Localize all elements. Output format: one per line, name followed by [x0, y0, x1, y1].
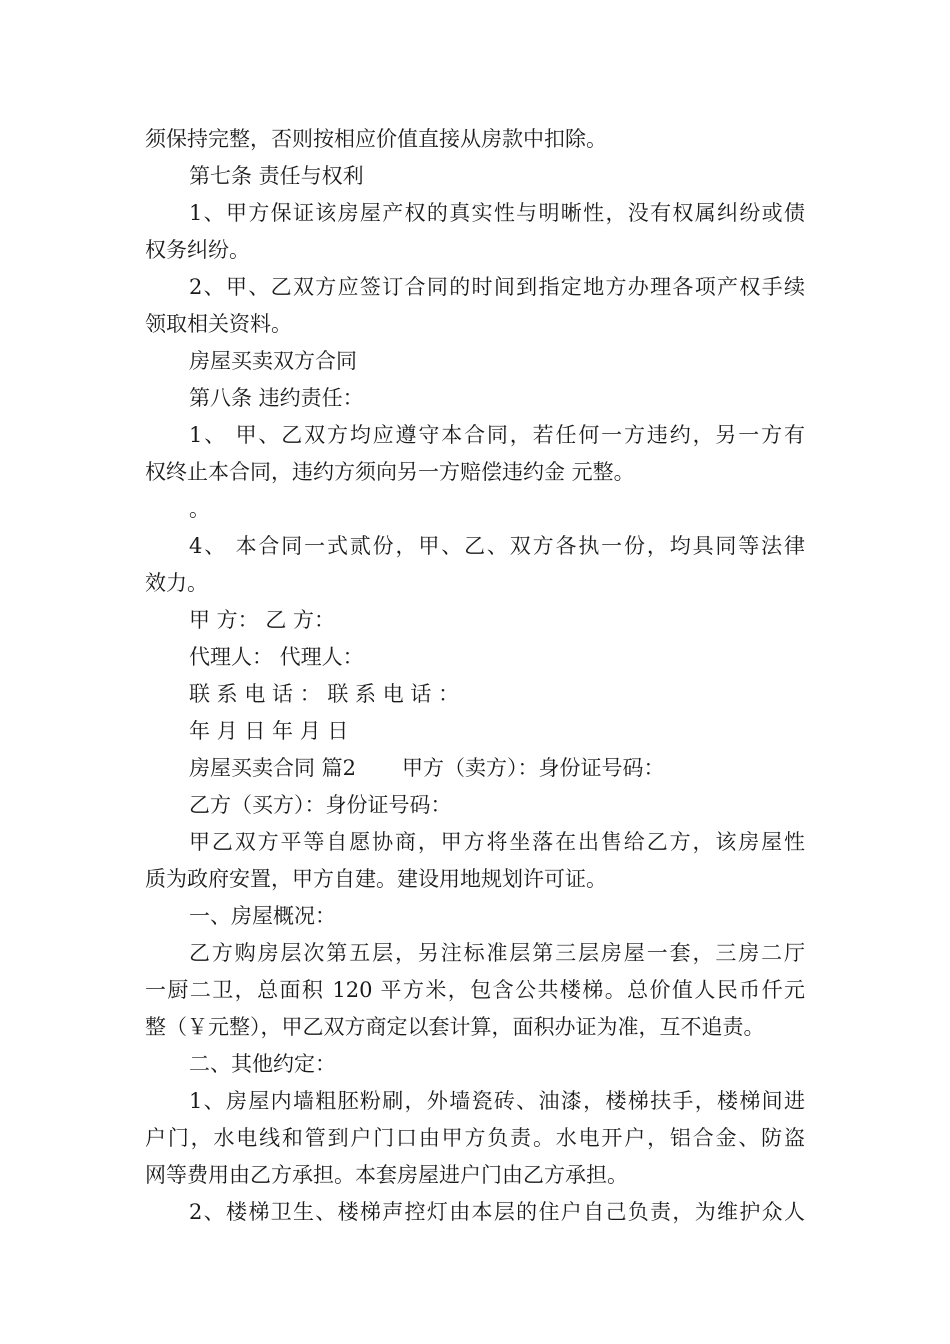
signature-phone-line: 联 系 电 话 ： 联 系 电 话 ：	[189, 682, 460, 706]
section-heading: 一、房屋概况：	[189, 904, 336, 928]
section-heading: 房屋买卖双方合同	[189, 349, 357, 373]
text-line: 1、 甲、乙双方均应遵守本合同，若任何一方违约，另一方有	[189, 423, 805, 447]
text-line: 须保持完整，否则按相应价值直接从房款中扣除。	[145, 127, 607, 151]
signature-agent-line: 代理人： 代理人：	[189, 645, 364, 669]
text-line: 。	[189, 497, 210, 521]
text-line: 效力。	[145, 571, 208, 595]
text-line: 整（￥元整），甲乙双方商定以套计算，面积办证为准，互不追责。	[145, 1015, 765, 1039]
buyer-id-line: 乙方（买方）：身份证号码：	[189, 793, 452, 817]
text-line: 1、甲方保证该房屋产权的真实性与明晰性，没有权属纠纷或债	[189, 201, 805, 225]
text-line: 一厨二卫，总面积 120 平方米，包含公共楼梯。总价值人民币仟元	[145, 978, 805, 1002]
document-body	[145, 121, 805, 1231]
text-line: 权务纠纷。	[145, 238, 250, 262]
section-heading: 第八条 违约责任：	[189, 386, 364, 410]
signature-date-line: 年 月 日 年 月 日	[189, 719, 349, 743]
text-line: 2、楼梯卫生、楼梯声控灯由本层的住户自己负责，为维护众人	[189, 1200, 805, 1224]
section-heading: 二、其他约定：	[189, 1052, 336, 1076]
text-line: 2、甲、乙双方应签订合同的时间到指定地方办理各项产权手续	[189, 275, 805, 299]
text-line: 乙方购房层次第五层，另注标准层第三层房屋一套，三房二厅	[189, 941, 805, 965]
signature-party-line: 甲 方： 乙 方：	[189, 608, 336, 632]
text-line: 权终止本合同，违约方须向另一方赔偿违约金 元整。	[145, 460, 635, 484]
text-line: 网等费用由乙方承担。本套房屋进户门由乙方承担。	[145, 1163, 628, 1187]
text-line: 质为政府安置，甲方自建。建设用地规划许可证。	[145, 867, 607, 891]
text-line: 1、房屋内墙粗胚粉刷，外墙瓷砖、油漆，楼梯扶手，楼梯间进	[189, 1089, 805, 1113]
text-line: 领取相关资料。	[145, 312, 292, 336]
contract-title: 房屋买卖合同 篇2	[189, 756, 357, 780]
text-line: 户门，水电线和管到户门口由甲方负责。水电开户，铝合金、防盗	[145, 1126, 805, 1150]
text-line: 4、 本合同一式贰份，甲、乙、双方各执一份，均具同等法律	[189, 534, 805, 558]
section-heading: 第七条 责任与权利	[189, 164, 364, 188]
seller-id-line: 甲方（卖方）：身份证号码：	[402, 756, 665, 780]
contract-title-line	[145, 750, 805, 787]
text-line: 甲乙双方平等自愿协商，甲方将坐落在出售给乙方，该房屋性	[189, 830, 805, 854]
